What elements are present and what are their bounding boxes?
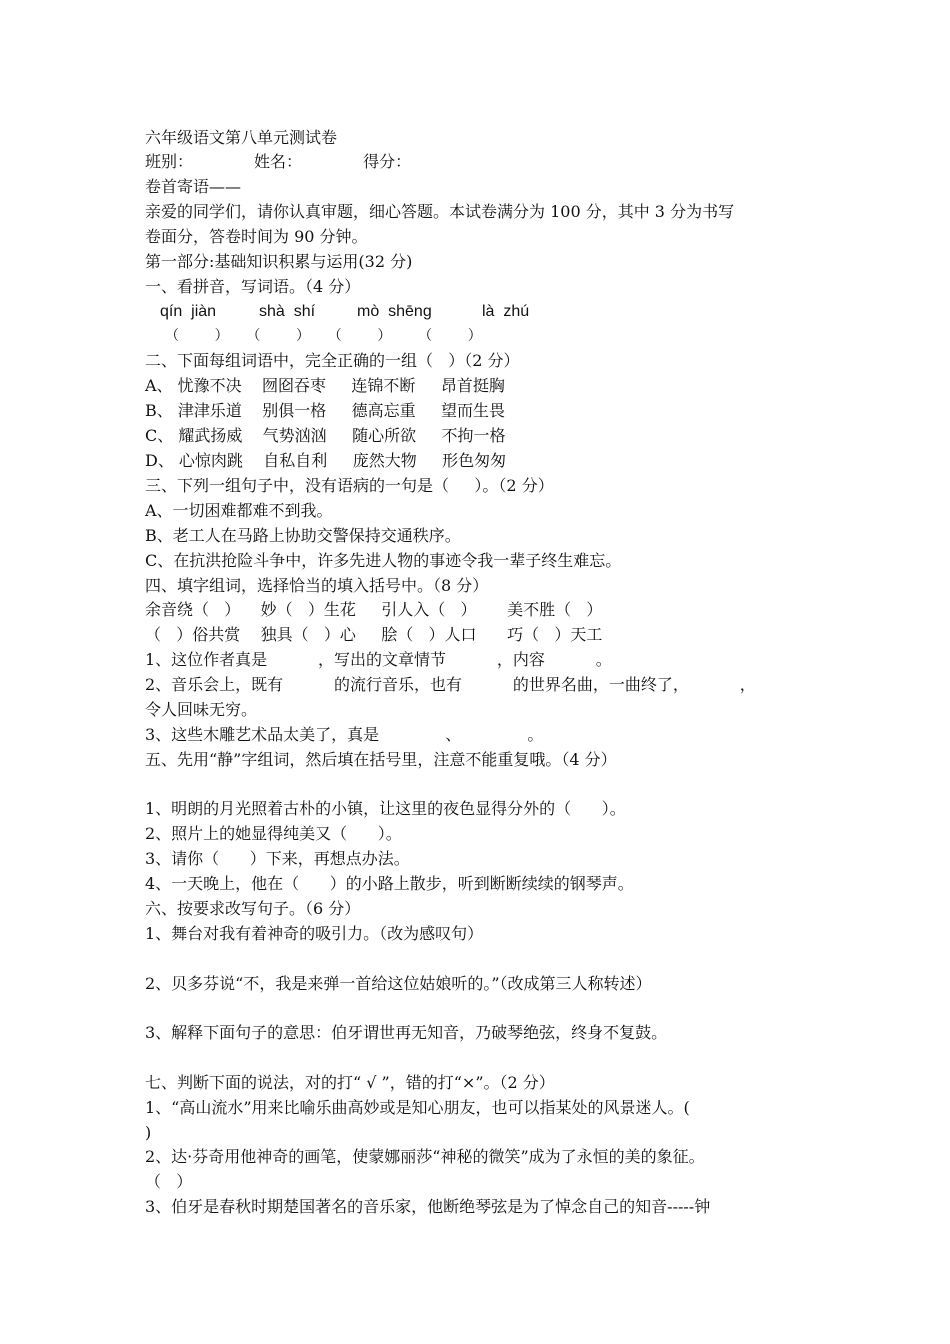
q7-item-3: 3、伯牙是春秋时期楚国著名的音乐家，他断绝琴弦是为了悼念自己的知音-----钟 <box>145 1197 711 1216</box>
q4-sentence-2: 2、音乐会上，既有 的流行音乐，也有 的世界名曲，一曲终了， ， <box>145 675 756 694</box>
preface-line-2: 卷面分，答卷时间为 90 分钟。 <box>145 227 368 246</box>
q2-title: 二、下面每组词语中，完全正确的一组（ ）（2 分） <box>145 351 520 370</box>
q5-item-2: 2、照片上的她显得纯美又（ ）。 <box>145 824 402 843</box>
q4-words-row-2: （ ）俗共赏 独具（ ）心 脍（ ）人口 巧（ ）天工 <box>145 625 603 644</box>
q2-option-b: B、 津津乐道 别俱一格 德高忘重 望而生畏 <box>145 401 506 420</box>
q3-option-c: C、在抗洪抢险斗争中，许多先进人物的事迹令我一辈子终生难忘。 <box>145 551 622 570</box>
preface-heading: 卷首寄语—— <box>145 177 242 196</box>
q2-option-a: A、 忧豫不决 囫囵吞枣 连锦不断 昂首挺胸 <box>145 376 505 395</box>
q3-option-a: A、一切困难都难不到我。 <box>145 501 333 520</box>
q1-title: 一、看拼音，写词语。（4 分） <box>145 277 361 296</box>
q5-item-1: 1、明朗的月光照着古朴的小镇，让这里的夜色显得分外的（ ）。 <box>145 799 626 818</box>
q3-title: 三、下列一组句子中，没有语病的一句是（ ）。（2 分） <box>145 476 554 495</box>
q2-option-d: D、 心惊肉跳 自私自利 庞然大物 形色匆匆 <box>145 451 507 470</box>
preface-line-1: 亲爱的同学们，请你认真审题，细心答题。本试卷满分为 100 分，其中 3 分为书写 <box>145 202 735 221</box>
q7-item-1-bracket: ) <box>145 1123 152 1142</box>
q7-item-2-bracket: （ ） <box>145 1172 193 1191</box>
student-info-line: 班别： 姓名： 得分： <box>145 152 412 171</box>
q5-title: 五、先用“静”字组词，然后填在括号里，注意不能重复哦。（4 分） <box>145 750 617 769</box>
q4-words-row-1: 余音绕（ ） 妙（ ）生花 引人入（ ） 美不胜（ ） <box>145 600 603 619</box>
q5-item-4: 4、一天晚上，他在（ ）的小路上散步，听到断断续续的钢琴声。 <box>145 874 634 893</box>
q7-title: 七、判断下面的说法，对的打“ √ ”，错的打“×”。（2 分） <box>145 1073 555 1092</box>
q1-answer-brackets[interactable]: （ ） （ ） （ ） （ ） <box>165 328 482 344</box>
q4-sentence-2-cont: 令人回味无穷。 <box>145 700 258 719</box>
part1-heading: 第一部分:基础知识积累与运用(32 分) <box>145 252 413 271</box>
q6-title: 六、按要求改写句子。（6 分） <box>145 899 361 918</box>
q4-sentence-3: 3、这些木雕艺术品太美了，真是 、 。 <box>145 725 544 744</box>
exam-title: 六年级语文第八单元测试卷 <box>145 128 338 147</box>
q7-item-1: 1、“高山流水”用来比喻乐曲高妙或是知心朋友，也可以指某处的风景迷人。( <box>145 1098 690 1117</box>
q4-sentence-1: 1、这位作者真是 ，写出的文章情节 ，内容 。 <box>145 650 612 669</box>
q6-item-2: 2、贝多芬说“不，我是来弹一首给这位姑娘听的。”（改成第三人称转述） <box>145 974 652 993</box>
q7-item-2: 2、达·芬奇用他神奇的画笔，使蒙娜丽莎“神秘的微笑”成为了永恒的美的象征。 <box>145 1147 705 1166</box>
q4-title: 四、填字组词，选择恰当的填入括号中。（8 分） <box>145 576 489 595</box>
q2-option-c: C、 耀武扬威 气势汹汹 随心所欲 不拘一格 <box>145 426 506 445</box>
q1-pinyin-1: qín jiàn <box>160 303 217 320</box>
q1-pinyin-3: mò shēng <box>357 303 432 320</box>
q1-pinyin-4: là zhú <box>482 303 530 320</box>
q6-item-3: 3、解释下面句子的意思：伯牙谓世再无知音，乃破琴绝弦，终身不复鼓。 <box>145 1023 668 1042</box>
q6-item-1: 1、舞台对我有着神奇的吸引力。（改为感叹句） <box>145 924 484 943</box>
q1-pinyin-2: shà shí <box>259 303 316 320</box>
q3-option-b: B、老工人在马路上协助交警保持交通秩序。 <box>145 526 461 545</box>
q5-item-3: 3、请你（ ）下来，再想点办法。 <box>145 849 410 868</box>
